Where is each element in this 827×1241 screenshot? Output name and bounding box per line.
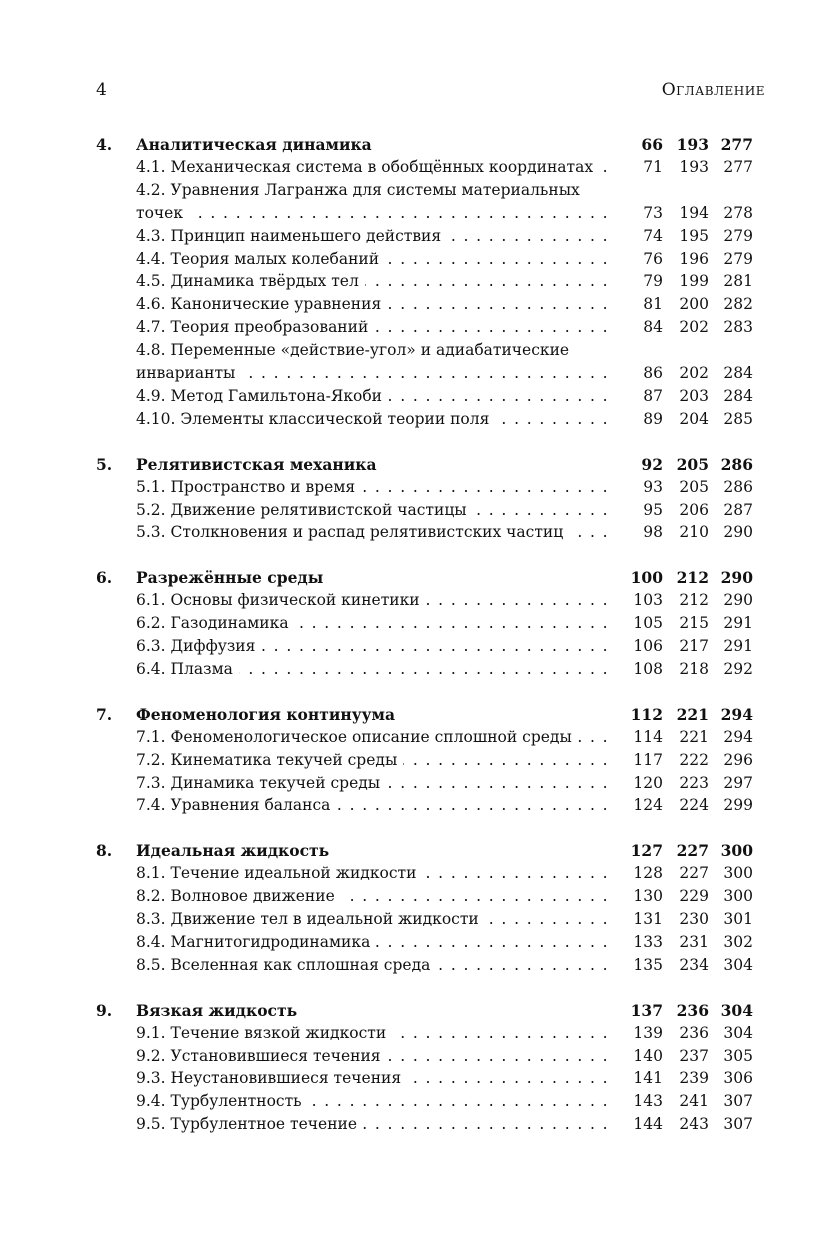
page-ref-3: 300 xyxy=(720,841,753,861)
page-ref-3: 300 xyxy=(723,864,753,883)
section-row[interactable] xyxy=(0,954,827,977)
page-ref-2: 223 xyxy=(679,773,709,792)
leader-dots xyxy=(387,1045,609,1068)
leader-dots xyxy=(361,476,609,499)
page-ref-2: 243 xyxy=(679,1115,709,1134)
section-title: 8.3. Движение тел в идеальной жидкости xyxy=(136,910,479,928)
section-row[interactable] xyxy=(0,589,827,612)
page-ref-1: 76 xyxy=(643,249,663,268)
page-ref-2: 241 xyxy=(679,1092,709,1111)
leader-dots xyxy=(485,908,609,931)
page-ref-1: 133 xyxy=(633,932,663,951)
page-ref-3: 301 xyxy=(723,910,753,928)
chapter-title: Феноменология континуума xyxy=(136,704,396,724)
section-title: 7.3. Динамика текучей среды xyxy=(136,773,381,792)
leader-dots xyxy=(239,658,609,681)
section-row[interactable] xyxy=(0,270,827,293)
chapter-number: 9. xyxy=(96,1000,113,1020)
section-title: 8.2. Волновое движение xyxy=(136,887,335,906)
page-ref-2: 221 xyxy=(676,704,709,724)
section-row[interactable] xyxy=(0,362,827,385)
page-ref-1: 89 xyxy=(643,409,663,428)
section-title: 6.1. Основы физической кинетики xyxy=(136,591,420,610)
section-row-continued[interactable] xyxy=(0,179,827,202)
page-ref-3: 294 xyxy=(723,727,753,746)
page-ref-2: 194 xyxy=(679,203,709,222)
section-title: 7.1. Феноменологическое описание сплошной среды xyxy=(136,727,572,746)
chapter-number: 7. xyxy=(96,704,113,724)
chapter-row[interactable] xyxy=(0,999,827,1022)
page-ref-3: 304 xyxy=(723,1023,753,1042)
page-ref-3: 300 xyxy=(723,887,753,906)
page-ref-2: 217 xyxy=(679,637,709,655)
page-ref-3: 290 xyxy=(723,523,753,542)
section-title: 9.5. Турбулентное течение xyxy=(136,1115,358,1134)
section-row[interactable] xyxy=(0,749,827,772)
page-ref-3: 283 xyxy=(723,318,753,337)
section-row[interactable] xyxy=(0,658,827,681)
page-ref-2: 212 xyxy=(679,591,709,610)
leader-dots xyxy=(473,499,609,522)
section-row[interactable] xyxy=(0,885,827,908)
section-title: 7.4. Уравнения баланса xyxy=(136,796,331,815)
chapter-row[interactable] xyxy=(0,839,827,862)
section-row[interactable] xyxy=(0,248,827,271)
leader-dots xyxy=(403,749,609,772)
leader-dots xyxy=(386,772,609,795)
chapter-row[interactable] xyxy=(0,566,827,589)
section-row[interactable] xyxy=(0,499,827,522)
page-ref-1: 100 xyxy=(630,568,663,588)
leader-dots xyxy=(385,248,609,271)
section-title: 4.1. Механическая система в обобщённых координатах xyxy=(136,157,594,176)
section-row[interactable] xyxy=(0,726,827,749)
page-ref-3: 290 xyxy=(720,568,753,588)
page-ref-2: 237 xyxy=(679,1046,709,1065)
page-ref-3: 292 xyxy=(723,659,753,678)
section-title: 5.1. Пространство и время xyxy=(136,477,356,496)
section-title: 6.4. Плазма xyxy=(136,659,233,678)
section-title: 9.3. Неустановившиеся течения xyxy=(136,1069,402,1088)
page-ref-2: 230 xyxy=(679,910,709,928)
page-ref-1: 105 xyxy=(633,614,663,633)
leader-dots xyxy=(436,954,609,977)
page-ref-3: 281 xyxy=(723,272,753,291)
page-ref-2: 227 xyxy=(676,841,709,861)
page-ref-1: 137 xyxy=(630,1000,663,1020)
section-row[interactable] xyxy=(0,635,827,658)
section-row-continued[interactable] xyxy=(0,339,827,362)
leader-dots xyxy=(308,1090,609,1113)
page-ref-3: 304 xyxy=(720,1000,753,1020)
page-ref-3: 294 xyxy=(720,704,753,724)
page-ref-2: 231 xyxy=(679,932,709,951)
section-title: 9.2. Установившиеся течения xyxy=(136,1046,381,1065)
leader-dots xyxy=(599,156,609,179)
chapter-title: Разрежённые среды xyxy=(136,568,324,588)
section-row[interactable] xyxy=(0,1113,827,1136)
leader-dots xyxy=(388,385,609,408)
page-ref-2: 193 xyxy=(676,135,709,154)
section-row[interactable] xyxy=(0,316,827,339)
leader-dots xyxy=(447,225,609,248)
page-ref-3: 284 xyxy=(723,364,753,382)
page-ref-1: 92 xyxy=(641,454,663,474)
page-ref-2: 196 xyxy=(679,249,709,268)
page-ref-1: 95 xyxy=(643,500,663,519)
section-row[interactable] xyxy=(0,794,827,817)
chapter-number: 8. xyxy=(96,841,113,861)
leader-dots xyxy=(578,726,609,749)
page-ref-1: 131 xyxy=(633,910,663,928)
leader-dots xyxy=(387,293,609,316)
page-ref-1: 87 xyxy=(643,386,663,405)
section-row[interactable] xyxy=(0,612,827,635)
section-title: 4.4. Теория малых колебаний xyxy=(136,249,380,268)
page-ref-3: 279 xyxy=(723,226,753,245)
page-ref-3: 277 xyxy=(720,135,753,154)
page-ref-3: 278 xyxy=(723,203,753,222)
section-title: инварианты xyxy=(136,364,236,382)
page-ref-3: 286 xyxy=(720,454,753,474)
page-ref-2: 204 xyxy=(679,409,709,428)
page-ref-3: 302 xyxy=(723,932,753,951)
page-ref-2: 199 xyxy=(679,272,709,291)
page-ref-1: 66 xyxy=(641,135,663,154)
page-ref-1: 128 xyxy=(633,864,663,883)
chapter-title: Вязкая жидкость xyxy=(136,1000,298,1020)
running-header-title: Оглавление xyxy=(661,80,765,100)
page-ref-3: 305 xyxy=(723,1046,753,1065)
page-ref-3: 284 xyxy=(723,386,753,405)
section-title: 4.5. Динамика твёрдых тел xyxy=(136,272,359,291)
page-ref-1: 86 xyxy=(643,364,663,382)
section-title: 9.1. Течение вязкой жидкости xyxy=(136,1023,387,1042)
section-row[interactable] xyxy=(0,408,827,431)
page-ref-3: 299 xyxy=(723,796,753,815)
page-ref-2: 222 xyxy=(679,750,709,769)
page-ref-1: 143 xyxy=(633,1092,663,1111)
page-ref-1: 114 xyxy=(633,727,663,746)
page-ref-2: 206 xyxy=(679,500,709,519)
page-ref-3: 291 xyxy=(723,614,753,633)
section-row[interactable] xyxy=(0,1045,827,1068)
section-title: 8.1. Течение идеальной жидкости xyxy=(136,864,417,883)
section-row[interactable] xyxy=(0,1090,827,1113)
section-row[interactable] xyxy=(0,225,827,248)
leader-dots xyxy=(495,408,609,431)
page-ref-2: 195 xyxy=(679,226,709,245)
page-ref-3: 296 xyxy=(723,750,753,769)
leader-dots xyxy=(569,521,609,544)
page-ref-3: 285 xyxy=(723,409,753,428)
page-ref-2: 205 xyxy=(679,477,709,496)
page-ref-2: 212 xyxy=(676,568,709,588)
page-ref-2: 202 xyxy=(679,364,709,382)
page-ref-1: 106 xyxy=(633,637,663,655)
section-title: 6.3. Диффузия xyxy=(136,637,256,655)
page-ref-1: 81 xyxy=(643,295,663,314)
leader-dots xyxy=(295,612,609,635)
page-ref-2: 239 xyxy=(679,1069,709,1088)
page-ref-1: 139 xyxy=(633,1023,663,1042)
page-ref-3: 306 xyxy=(723,1069,753,1088)
page-ref-2: 202 xyxy=(679,318,709,337)
leader-dots xyxy=(189,202,609,225)
page-ref-2: 210 xyxy=(679,523,709,542)
chapter-row[interactable] xyxy=(0,453,827,476)
page-ref-2: 200 xyxy=(679,295,709,314)
section-title: 9.4. Турбулентность xyxy=(136,1092,302,1111)
section-row[interactable] xyxy=(0,862,827,885)
page-ref-1: 84 xyxy=(643,318,663,337)
page-ref-3: 282 xyxy=(723,295,753,314)
section-title: 8.5. Вселенная как сплошная среда xyxy=(136,955,431,974)
section-title: 4.9. Метод Гамильтона-Якоби xyxy=(136,386,383,405)
chapter-row[interactable] xyxy=(0,133,827,156)
section-title: 5.2. Движение релятивистской частицы xyxy=(136,500,467,519)
leader-dots xyxy=(365,270,609,293)
page-ref-2: 236 xyxy=(676,1000,709,1020)
page-ref-1: 98 xyxy=(643,523,663,542)
section-row[interactable] xyxy=(0,202,827,225)
page-ref-1: 124 xyxy=(633,796,663,815)
section-row[interactable] xyxy=(0,476,827,499)
page-ref-1: 135 xyxy=(633,955,663,974)
leader-dots xyxy=(376,931,609,954)
page-number: 4 xyxy=(96,80,107,100)
section-row[interactable] xyxy=(0,1022,827,1045)
chapter-row[interactable] xyxy=(0,703,827,726)
page-ref-3: 291 xyxy=(723,637,753,655)
leader-dots xyxy=(392,1022,609,1045)
page-ref-1: 117 xyxy=(633,750,663,769)
page-ref-2: 203 xyxy=(679,386,709,405)
page-ref-2: 224 xyxy=(679,796,709,815)
section-title: 7.2. Кинематика текучей среды xyxy=(136,750,398,769)
page-ref-2: 227 xyxy=(679,864,709,883)
page-ref-2: 221 xyxy=(679,727,709,746)
page-ref-1: 112 xyxy=(630,704,663,724)
section-row[interactable] xyxy=(0,521,827,544)
page-ref-3: 277 xyxy=(723,157,753,176)
page-ref-3: 279 xyxy=(723,249,753,268)
section-title-line1: 4.2. Уравнения Лагранжа для системы материальных xyxy=(136,180,580,199)
section-title: 4.10. Элементы классической теории поля xyxy=(136,409,490,428)
chapter-number: 6. xyxy=(96,568,113,588)
page-ref-2: 229 xyxy=(679,887,709,906)
page-ref-2: 215 xyxy=(679,614,709,633)
section-title: 4.6. Канонические уравнения xyxy=(136,295,382,314)
page-ref-1: 73 xyxy=(643,203,663,222)
leader-dots xyxy=(426,589,609,612)
leader-dots xyxy=(241,362,609,385)
page-ref-1: 141 xyxy=(633,1069,663,1088)
chapter-title: Релятивистская механика xyxy=(136,454,377,474)
leader-dots xyxy=(341,885,609,908)
chapter-title: Идеальная жидкость xyxy=(136,841,330,861)
page-ref-1: 79 xyxy=(643,272,663,291)
page-ref-2: 205 xyxy=(676,454,709,474)
leader-dots xyxy=(261,635,609,658)
page-ref-3: 286 xyxy=(723,477,753,496)
section-row[interactable] xyxy=(0,293,827,316)
page-ref-3: 307 xyxy=(723,1115,753,1134)
chapter-number: 5. xyxy=(96,454,113,474)
section-title: 5.3. Столкновения и распад релятивистских частиц xyxy=(136,523,564,542)
section-title: 8.4. Магнитогидродинамика xyxy=(136,932,371,951)
page-ref-2: 218 xyxy=(679,659,709,678)
section-row[interactable] xyxy=(0,1067,827,1090)
page-ref-1: 71 xyxy=(643,157,663,176)
leader-dots xyxy=(336,794,609,817)
section-row[interactable] xyxy=(0,156,827,179)
section-row[interactable] xyxy=(0,385,827,408)
page-ref-3: 304 xyxy=(723,955,753,974)
section-row[interactable] xyxy=(0,908,827,931)
page-ref-1: 108 xyxy=(633,659,663,678)
page-ref-1: 120 xyxy=(633,773,663,792)
section-title-line1: 4.8. Переменные «действие-угол» и адиабатические xyxy=(136,341,570,360)
section-title: 4.7. Теория преобразований xyxy=(136,318,369,337)
page-ref-3: 290 xyxy=(723,591,753,610)
section-row[interactable] xyxy=(0,772,827,795)
page-ref-1: 127 xyxy=(630,841,663,861)
page-ref-1: 130 xyxy=(633,887,663,906)
leader-dots xyxy=(422,862,609,885)
page-ref-1: 140 xyxy=(633,1046,663,1065)
page-ref-2: 193 xyxy=(679,157,709,176)
page-ref-1: 144 xyxy=(633,1115,663,1134)
section-title: точек xyxy=(136,203,184,222)
page-ref-1: 93 xyxy=(643,477,663,496)
leader-dots xyxy=(363,1113,609,1136)
section-title: 4.3. Принцип наименьшего действия xyxy=(136,226,442,245)
page-ref-3: 307 xyxy=(723,1092,753,1111)
section-title: 6.2. Газодинамика xyxy=(136,614,289,633)
page-ref-3: 287 xyxy=(723,500,753,519)
leader-dots xyxy=(407,1067,609,1090)
page-ref-1: 103 xyxy=(633,591,663,610)
section-row[interactable] xyxy=(0,931,827,954)
page-ref-3: 297 xyxy=(723,773,753,792)
chapter-number: 4. xyxy=(96,135,113,154)
page-ref-2: 234 xyxy=(679,955,709,974)
page-ref-1: 74 xyxy=(643,226,663,245)
leader-dots xyxy=(374,316,609,339)
chapter-title: Аналитическая динамика xyxy=(136,135,372,154)
page-ref-2: 236 xyxy=(679,1023,709,1042)
